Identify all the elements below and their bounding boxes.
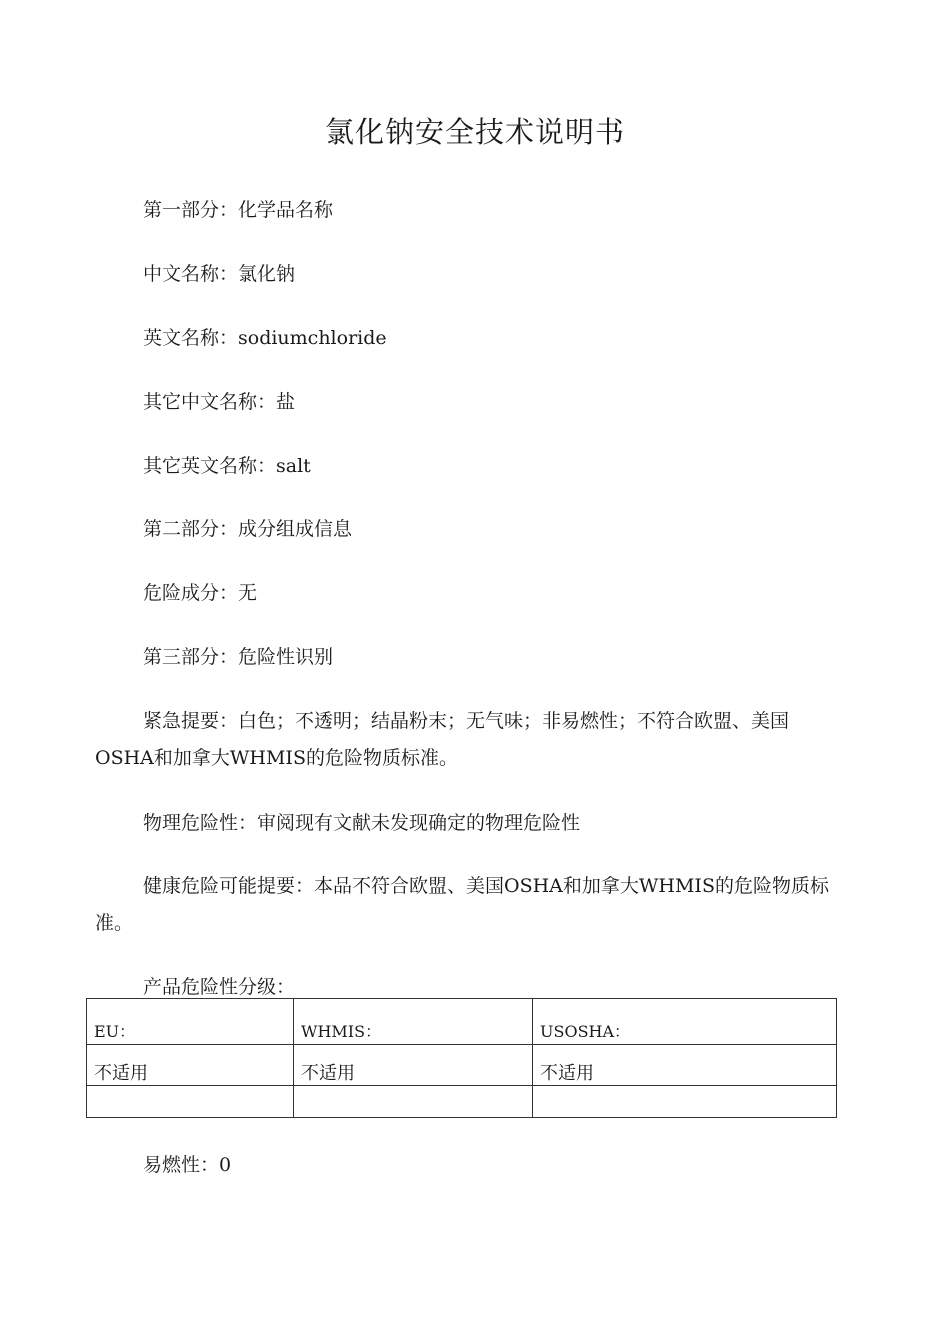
- table-header-usosha: USOSHA：: [533, 999, 837, 1045]
- other-english-name: 其它英文名称：salt: [143, 455, 311, 477]
- chinese-name: 中文名称：氯化钠: [143, 263, 296, 285]
- table-cell: 不适用: [87, 1045, 294, 1086]
- physical-hazard: 物理危险性：审阅现有文献未发现确定的物理危险性: [143, 812, 581, 834]
- flammability-rating: 易燃性：0: [143, 1154, 232, 1176]
- table-cell: [294, 1086, 533, 1118]
- section-part3-heading: 第三部分：危险性识别: [143, 646, 334, 668]
- table-cell: [533, 1086, 837, 1118]
- hazardous-components: 危险成分：无: [143, 582, 258, 604]
- classification-label: 产品危险性分级：: [143, 976, 296, 998]
- english-name: 英文名称：sodiumchloride: [143, 327, 387, 349]
- table-cell: 不适用: [294, 1045, 533, 1086]
- table-cell: 不适用: [533, 1045, 837, 1086]
- other-chinese-name: 其它中文名称：盐: [143, 391, 296, 413]
- table-header-eu: EU：: [87, 999, 294, 1045]
- table-header-row: [87, 999, 837, 1045]
- document-title: 氯化钠安全技术说明书: [324, 115, 625, 149]
- emergency-overview: 紧急提要：白色；不透明；结晶粉末；无气味；非易燃性；不符合欧盟、美国OSHA和加拿大WHMIS的危险物质标准。: [95, 710, 790, 769]
- table-row: [87, 1086, 837, 1118]
- table-row: [87, 1045, 837, 1086]
- table-cell: [87, 1086, 294, 1118]
- section-part2-heading: 第二部分：成分组成信息: [143, 518, 353, 540]
- section-part1-heading: 第一部分：化学品名称: [143, 199, 334, 221]
- health-hazard-summary: 健康危险可能提要：本品不符合欧盟、美国OSHA和加拿大WHMIS的危险物质标准。: [95, 875, 829, 934]
- table-header-whmis: WHMIS：: [294, 999, 533, 1045]
- hazard-classification-table: [86, 998, 837, 1118]
